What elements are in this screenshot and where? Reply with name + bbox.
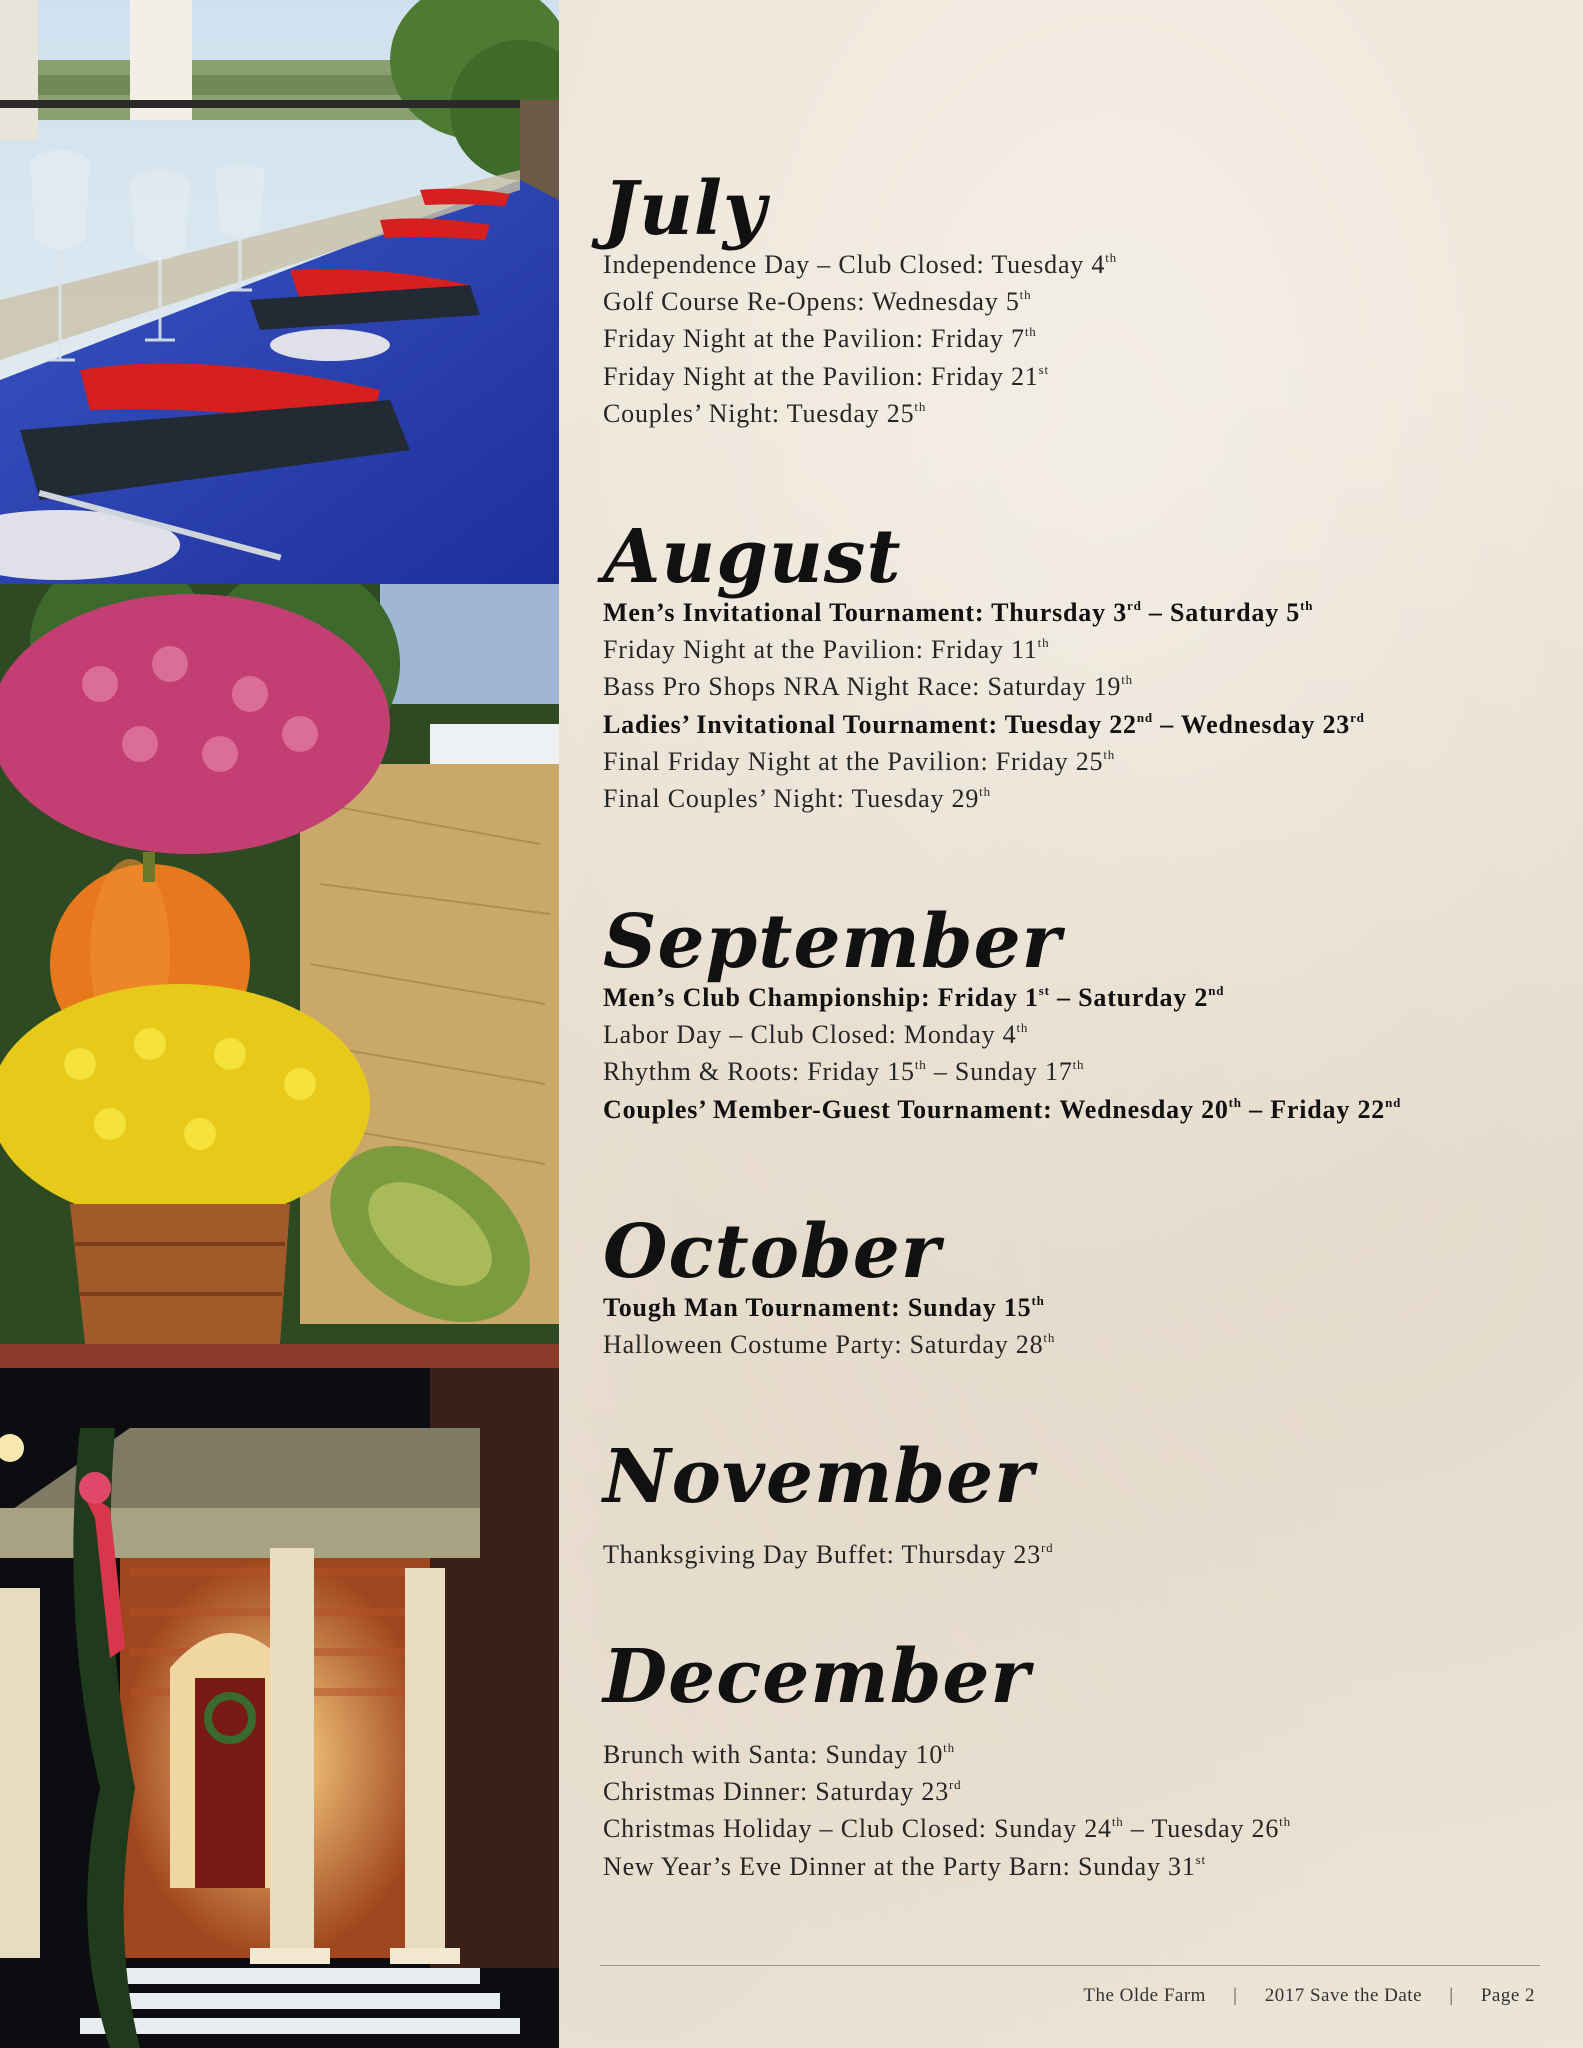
event-item: Christmas Dinner: Saturday 23rd	[603, 1777, 962, 1807]
month-title: July	[603, 166, 767, 252]
event-list	[603, 246, 1117, 432]
event-item: Couples’ Night: Tuesday 25th	[603, 398, 927, 428]
month-title: October	[603, 1209, 941, 1295]
month-section-august	[603, 514, 1365, 817]
winter-portico-photo	[0, 1368, 559, 2048]
event-item: Ladies’ Invitational Tournament: Tuesday 22nd – Wednesday 23rd	[603, 709, 1365, 739]
event-item: Christmas Holiday – Club Closed: Sunday 24th – Tuesday 26th	[603, 1814, 1291, 1844]
month-section-november	[603, 1434, 1054, 1573]
event-item: Final Friday Night at the Pavilion: Friday 25th	[603, 746, 1116, 776]
event-item: Men’s Invitational Tournament: Thursday 3rd – Saturday 5th	[603, 598, 1314, 627]
event-item: Rhythm & Roots: Friday 15th – Sunday 17th	[603, 1057, 1085, 1087]
event-item: Brunch with Santa: Sunday 10th	[603, 1740, 955, 1769]
event-item: Final Couples’ Night: Tuesday 29th	[603, 784, 991, 814]
event-item: Independence Day – Club Closed: Tuesday 4th	[603, 250, 1117, 279]
footer-divider	[600, 1965, 1540, 1966]
photo-column	[0, 0, 559, 2048]
event-list	[603, 1289, 1055, 1363]
event-item: Friday Night at the Pavilion: Friday 7th	[603, 324, 1037, 354]
page-footer	[1083, 1985, 1535, 2007]
event-item: Labor Day – Club Closed: Monday 4th	[603, 1020, 1029, 1050]
footer-separator: |	[1449, 1985, 1454, 2006]
event-item: Friday Night at the Pavilion: Friday 21st	[603, 361, 1049, 391]
month-title: August	[603, 514, 902, 600]
footer-separator: |	[1233, 1985, 1238, 2006]
month-title: November	[603, 1434, 1035, 1520]
event-item: Thanksgiving Day Buffet: Thursday 23rd	[603, 1540, 1054, 1569]
event-item: Men’s Club Championship: Friday 1st – Saturday 2nd	[603, 983, 1225, 1012]
event-item: Friday Night at the Pavilion: Friday 11th	[603, 635, 1050, 665]
month-section-september	[603, 899, 1402, 1128]
month-section-july	[603, 166, 1117, 432]
month-title: September	[603, 899, 1062, 985]
event-list	[603, 979, 1401, 1128]
event-item: Couples’ Member-Guest Tournament: Wednesday 20th – Friday 22nd	[603, 1094, 1402, 1124]
event-item: Bass Pro Shops NRA Night Race: Saturday 19th	[603, 672, 1133, 702]
july-table-setting-photo	[0, 0, 559, 584]
footer-club-name: The Olde Farm	[1083, 1985, 1206, 2006]
month-section-december	[603, 1634, 1291, 1885]
event-list	[603, 594, 1365, 817]
event-item: New Year’s Eve Dinner at the Party Barn: Sunday 31st	[603, 1851, 1206, 1881]
footer-page-number: Page 2	[1480, 1985, 1535, 2006]
event-item: Golf Course Re-Opens: Wednesday 5th	[603, 287, 1032, 317]
event-list	[603, 1736, 1291, 1885]
footer-document-title: 2017 Save the Date	[1264, 1985, 1422, 2006]
month-title: December	[603, 1634, 1031, 1720]
event-item: Tough Man Tournament: Sunday 15th	[603, 1293, 1045, 1322]
event-list	[603, 1536, 1053, 1573]
fall-mums-pumpkin-photo	[0, 584, 559, 1368]
month-section-october	[603, 1209, 1056, 1363]
event-item: Halloween Costume Party: Saturday 28th	[603, 1330, 1056, 1360]
